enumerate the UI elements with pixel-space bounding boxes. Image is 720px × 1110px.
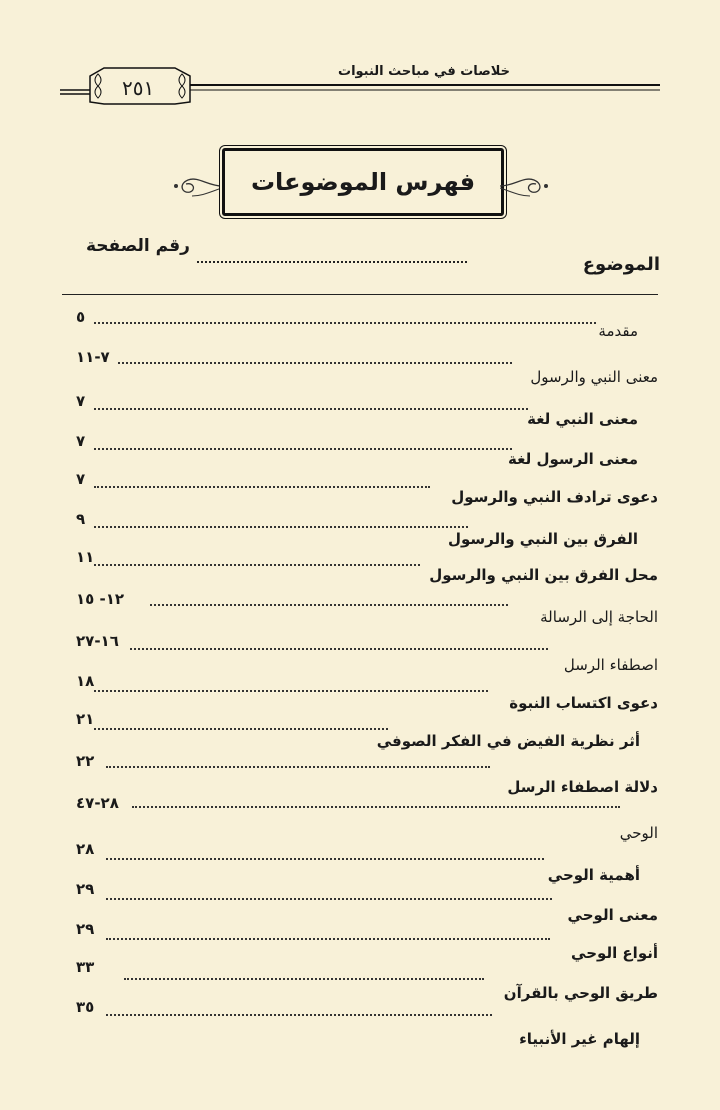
entry-page: ٧ [76,470,86,488]
toc-entry [0,586,720,626]
toc-entry [0,916,720,962]
toc-entry [0,466,720,506]
entry-page: ٢٨ [76,840,95,858]
leader-dots [94,448,512,450]
entry-title: معنى النبي والرسول [530,368,658,386]
toc-entry [0,626,720,674]
entry-page: ٧ [76,392,86,410]
leader-dots [106,1014,492,1016]
entry-title: معنى الرسول لغة [508,450,638,468]
entry-title: الوحي [619,824,658,842]
leader-dots [94,564,420,566]
index-title-frame [222,148,504,216]
toc-entry [0,546,720,586]
leader-dots [130,648,548,650]
entry-page: ٢٨-٤٧ [76,794,119,812]
leader-dots [106,938,550,940]
entry-page: ٢٩ [76,920,95,938]
toc-entry [0,506,720,546]
leader-dots [106,858,544,860]
leader-dots [94,690,488,692]
header-divider [62,294,658,295]
toc-entry [0,668,720,712]
leader-dots [132,806,620,808]
entry-title: محل الفرق بين النبي والرسول [429,566,658,584]
running-header [60,58,660,108]
entry-title: أثر نظرية الفيض في الفكر الصوفي [376,732,640,750]
flourish-right-icon [500,170,554,198]
entry-page: ٢٢ [76,752,95,770]
toc-entry [0,748,720,796]
entry-title: اصطفاء الرسل [563,656,658,674]
entry-title: معنى النبي لغة [527,410,638,428]
leader-dots [94,526,468,528]
toc-entry [0,708,720,748]
entry-page: ٣٥ [76,998,95,1016]
entry-page: ١٨ [76,672,95,690]
toc-entry [0,998,720,1048]
leader-dots [106,766,490,768]
entry-page: ٧ [76,432,86,450]
toc-entry [0,836,720,884]
entry-page: ٥ [76,308,86,326]
flourish-left-icon [168,170,222,198]
entry-title: دلالة اصطفاء الرسل [507,778,658,796]
column-header-row [62,236,660,275]
entry-page: ٩ [76,510,86,528]
toc-entry [0,876,720,924]
entry-title: أهمية الوحي [547,866,640,884]
toc-entry [0,790,720,842]
leader-dots [118,362,512,364]
toc-entry [0,386,720,426]
entry-page: ٢٩ [76,880,95,898]
leader-dots [94,728,388,730]
entry-title: مقدمة [598,322,638,340]
entry-page: ٧-١١ [76,348,110,366]
entry-title: الحاجة إلى الرسالة [540,608,658,626]
toc-entry [0,346,720,386]
toc-entry [0,306,720,346]
column-topic-label: الموضوع [582,254,660,275]
entry-page: ١٢- ١٥ [76,590,125,608]
leader-dots [150,604,508,606]
leader-dots [94,408,528,410]
entry-title: إلهام غير الأنبياء [519,1030,640,1048]
entry-title: دعوى ترادف النبي والرسول [451,488,658,506]
entry-page: ١٦-٢٧ [76,632,119,650]
running-header-title: خلاصات في مباحث النبوات [338,64,510,79]
toc-entry [0,426,720,466]
leader-dots [124,978,484,980]
leader-dots [94,486,430,488]
entry-title: أنواع الوحي [571,944,658,962]
entry-page: ٢١ [76,710,95,728]
entry-title: طريق الوحي بالقرآن [503,984,658,1002]
entry-title: الفرق بين النبي والرسول [447,530,638,548]
leader-dots [94,322,596,324]
entry-title: دعوى اكتساب النبوة [509,694,658,712]
column-page-label: رقم الصفحة [86,236,190,256]
page-number: ٢٥١ [122,76,155,100]
column-leader-dots [197,261,467,263]
index-title: فهرس الموضوعات [250,168,476,196]
entry-title: معنى الوحي [567,906,658,924]
entry-page: ٣٣ [76,958,95,976]
toc-entry [0,956,720,1002]
leader-dots [106,898,552,900]
entry-page: ١١ [76,548,95,566]
